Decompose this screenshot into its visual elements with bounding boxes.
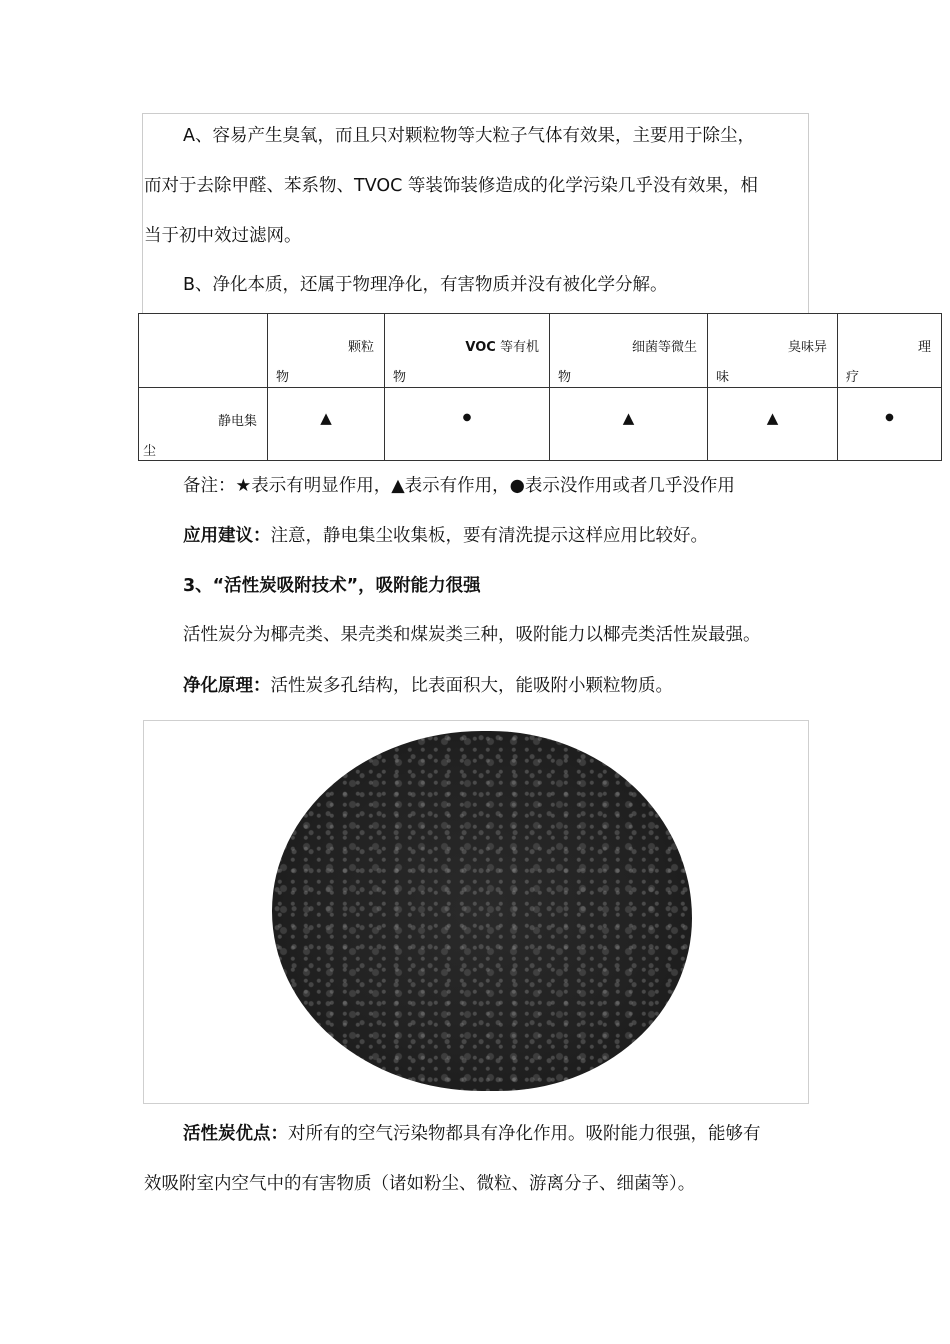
activated-carbon-photo (143, 720, 809, 1104)
legend-note: 备注：★表示有明显作用，▲表示有作用，●表示没作用或者几乎没作用 (183, 476, 735, 496)
paragraph-a-line2: 而对于去除甲醛、苯系物、TVOC 等装饰装修造成的化学污染几乎没有效果，相 (144, 176, 758, 196)
principle-label: 净化原理： (183, 676, 271, 696)
advantages-text-line1: 对所有的空气污染物都具有净化作用。吸附能力很强，能够有 (288, 1124, 761, 1144)
table-row (139, 388, 942, 461)
cell-odor (708, 388, 838, 461)
cell-voc (385, 388, 550, 461)
effect-table (138, 313, 942, 461)
header-cell-empty (139, 314, 268, 388)
dot-mark: ● (462, 412, 472, 423)
paragraph-a-line1: A、容易产生臭氧，而且只对颗粒物等大粒子气体有效果，主要用于除尘， (183, 126, 755, 146)
cell-therapy (838, 388, 942, 461)
advice-paragraph (183, 522, 847, 550)
section-heading: 3、“活性炭吸附技术”，吸附能力很强 (183, 576, 481, 596)
cell-microbes (550, 388, 708, 461)
triangle-mark: ▲ (766, 409, 779, 427)
triangle-mark: ▲ (622, 409, 635, 427)
header-cell-therapy: 理 疗 (838, 314, 942, 388)
paragraph-b: B、净化本质，还属于物理净化，有害物质并没有被化学分解。 (183, 275, 668, 295)
cell-particles (268, 388, 385, 461)
carbon-granules-pile (272, 731, 692, 1091)
row-label-cell: 静电集 尘 (139, 388, 268, 461)
dot-mark: ● (885, 412, 894, 423)
header-cell-particles: 颗粒 物 (268, 314, 385, 388)
advice-label: 应用建议： (183, 526, 271, 546)
table-header-row (139, 314, 942, 388)
triangle-mark: ▲ (320, 409, 332, 427)
advantages-paragraph (183, 1120, 847, 1148)
principle-text: 活性炭多孔结构，比表面积大，能吸附小颗粒物质。 (270, 676, 673, 696)
header-cell-voc: VOC 等有机 物 (385, 314, 550, 388)
advantages-text-line2: 效吸附室内空气中的有害物质（诸如粉尘、微粒、游离分子、细菌等）。 (144, 1174, 696, 1194)
carbon-intro: 活性炭分为椰壳类、果壳类和煤炭类三种，吸附能力以椰壳类活性炭最强。 (183, 625, 761, 645)
principle-paragraph (183, 672, 847, 700)
advice-text: 注意，静电集尘收集板，要有清洗提示这样应用比较好。 (270, 526, 708, 546)
advantages-label: 活性炭优点： (183, 1124, 288, 1144)
paragraph-a-line3: 当于初中效过滤网。 (144, 226, 302, 246)
header-cell-microbes: 细菌等微生 物 (550, 314, 708, 388)
header-cell-odor: 臭味异 味 (708, 314, 838, 388)
